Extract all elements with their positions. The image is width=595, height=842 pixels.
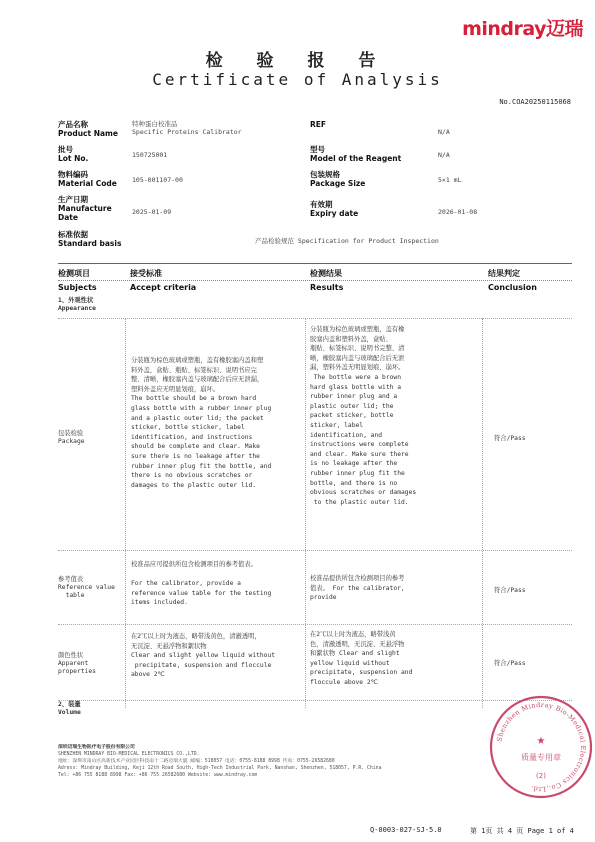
table-row-reference-results: [310, 574, 480, 603]
table-row-package-results: [310, 325, 480, 507]
criteria-line: there is no obvious scratches or: [131, 472, 253, 480]
header-accept-criteria: 接受标准 Accept criteria: [130, 269, 197, 292]
ref-label: REF: [310, 120, 327, 129]
table-row-appearance-criteria: [131, 632, 303, 680]
package-label: 包装规格 Package Size: [310, 170, 366, 188]
table-row-appearance-conclusion: 符合/Pass: [494, 660, 526, 667]
results-line: 和絮状物 Clear and slight: [310, 650, 400, 658]
results-line: and clear. Make sure there: [310, 450, 409, 458]
criteria-line: 分装瓶为棕色玻璃或塑瓶，盖有橡胶塞内盖和塑: [131, 357, 264, 364]
criteria-line: glass bottle with a rubber inner plug: [131, 404, 272, 412]
results-line: 漏，塑料外盖无明显划痕、崩坏。: [310, 364, 405, 372]
results-line: The bottle were a brown: [310, 373, 401, 381]
standard-label: 标准依据 Standard basis: [58, 230, 122, 248]
results-line: precipitate, suspension and: [310, 669, 413, 677]
results-line: 瓶贴、标签标识、说明书完整、清: [310, 345, 405, 353]
criteria-line: 整、清晰，橡胶塞内盖与玻璃配合后应无泄漏，: [131, 376, 264, 384]
header-conclusion: 结果判定 Conclusion: [488, 269, 537, 292]
results-line: 胶塞内盖和塑料外盖，盒贴、: [310, 335, 392, 343]
criteria-line: rubber inner plug fit the bottle, and: [131, 462, 272, 470]
criteria-line: reference value table for the testing: [131, 589, 272, 597]
results-line: rubber inner plug fit the: [310, 469, 405, 477]
results-line: 校准品提供所包含检测项目的参考: [310, 575, 405, 582]
svg-text:Shenzhen Mindray Bio-Medical E: Shenzhen Mindray Bio-Medical Electronics Co.,Ltd.: [495, 700, 588, 794]
criteria-line: above 2℃: [131, 671, 165, 679]
mfg-value: 2025-01-09: [132, 208, 172, 216]
table-row-appearance-subject: 颜色性状 Apparent properties: [58, 652, 96, 675]
results-line: to the plastic outer lid.: [310, 498, 409, 506]
section-appearance: 1、外观性状 Appearance: [58, 297, 96, 312]
results-line: 值表。 For the calibrator,: [310, 584, 405, 592]
table-header-divider: [58, 280, 572, 281]
table-row-appearance-results: [310, 630, 480, 688]
document-code: Q-0003-027-SJ-5.0: [370, 826, 442, 834]
results-line: hard glass bottle with a: [310, 383, 401, 391]
page-number: 第 1页 共 4 页 Page 1 of 4: [470, 827, 574, 835]
criteria-line: 无沉淀、无悬浮物和絮状物: [131, 642, 207, 650]
criteria-line: [131, 570, 303, 580]
model-value: N/A: [438, 151, 450, 159]
criteria-line: and a plastic outer lid; the packet: [131, 414, 264, 422]
product-name-label: 产品名称 Product Name: [58, 120, 118, 138]
grid-line: [305, 318, 306, 708]
table-row-package-criteria: [131, 356, 303, 490]
results-line: sticker, label: [310, 421, 364, 429]
criteria-line: The bottle should be a brown hard: [131, 395, 257, 403]
criteria-line: sure there is no leakage after the: [131, 452, 260, 460]
results-line: 色，清澈透明，无沉淀、无悬浮物: [310, 640, 405, 648]
lot-value: 150725001: [132, 151, 168, 159]
results-line: rubber inner plug and a: [310, 393, 398, 401]
results-line: obvious scratches or damages: [310, 489, 417, 497]
header-results: 检测结果 Results: [310, 269, 344, 292]
results-line: provide: [310, 594, 337, 602]
expiry-value: 2026-01-08: [438, 208, 478, 216]
results-line: instructions were complete: [310, 441, 409, 449]
material-value: 105-001107-00: [132, 176, 183, 184]
table-top-rule: [58, 263, 572, 264]
package-value: 5×1 mL: [438, 176, 462, 184]
svg-text:(2): (2): [536, 772, 546, 780]
section-volume: 2、装量 Volume: [58, 701, 81, 716]
criteria-line: items included.: [131, 599, 188, 607]
results-line: yellow liquid without: [310, 659, 390, 667]
grid-line: [482, 318, 483, 708]
svg-text:★: ★: [536, 732, 546, 748]
grid-line: [125, 318, 126, 708]
brand-logo: mindray迈瑞: [462, 18, 583, 40]
results-line: identification, and: [310, 431, 383, 439]
results-line: 晰，橡胶塞内盖与玻璃配合后无泄: [310, 354, 405, 362]
table-row-package-subject: 包装检验 Package: [58, 430, 85, 445]
grid-line: [58, 318, 572, 319]
table-row-reference-subject: 参考值表 Reference value table: [58, 576, 115, 599]
criteria-line: identification, and instructions: [131, 433, 253, 441]
criteria-line: 料外盖，盒贴、瓶贴、标签标识、说明书应完: [131, 366, 257, 374]
product-name-value: 特种蛋白校准品 Specific Proteins Calibrator: [132, 120, 242, 136]
lot-label: 批号 Lot No.: [58, 145, 89, 163]
results-line: packet sticker, bottle: [310, 412, 394, 420]
grid-line: [58, 624, 572, 625]
criteria-line: For the calibrator, provide a: [131, 580, 241, 588]
quality-seal-stamp: [488, 694, 594, 800]
table-row-package-conclusion: 符合/Pass: [494, 435, 526, 442]
criteria-line: precipitate, suspension and floccule: [131, 661, 272, 669]
model-label: 型号 Model of the Reagent: [310, 145, 402, 163]
table-row-reference-criteria: [131, 560, 303, 608]
results-line: plastic outer lid; the: [310, 402, 394, 410]
expiry-label: 有效期 Expiry date: [310, 200, 359, 218]
results-line: bottle, and there is no: [310, 479, 398, 487]
criteria-line: should be complete and clear. Make: [131, 443, 260, 451]
ref-value: N/A: [438, 128, 450, 136]
svg-text:质量专用章: 质量专用章: [521, 753, 561, 762]
material-label: 物料编码 Material Code: [58, 170, 117, 188]
mfg-label: 生产日期 Manufacture Date: [58, 195, 112, 222]
criteria-line: 在2℃以上时为液态，略带浅黄色，清澈透明，: [131, 633, 261, 640]
title-cn: 检 验 报 告: [205, 51, 390, 71]
title-en: Certificate of Analysis: [152, 70, 443, 89]
footer-company-info: 深圳迈瑞生物医疗电子股份有限公司 SHENZHEN MINDRAY BIO-MEDICAL ELECTRONICS CO.,LTD. 地址：深圳市南山区高新技术产业园区科技南十二路迈瑞大厦 邮编：518057 电话：0755-8188 8998 传真：0755-26582680 Adress: Mindray Building, Keji 12th Road South, High-Tech Industrial Park, Nanshan, Shenzhen, 518057, P.R. China Tel: +86 755 8188 8998 Fax: +86 755 26582680 Website: www.mindray.com: [58, 745, 382, 778]
criteria-line: 校准品应可提供所包含检测项目的参考值表。: [131, 561, 257, 568]
results-line: 分装瓶为棕色玻璃或塑瓶，盖有橡: [310, 326, 405, 333]
certificate-number: No.COA20250115068: [499, 98, 571, 106]
criteria-line: Clear and slight yellow liquid without: [131, 652, 276, 660]
criteria-line: sticker, bottle sticker, label: [131, 424, 245, 432]
results-line: is no leakage after the: [310, 460, 398, 468]
header-subjects: 检测项目 Subjects: [58, 269, 97, 292]
table-row-reference-conclusion: 符合/Pass: [494, 587, 526, 594]
standard-value: 产品检验规范 Specification for Product Inspection: [255, 237, 439, 245]
results-line: 在2℃以上时为液态，略带浅黄: [310, 631, 396, 638]
criteria-line: 塑料外盖应无明显划痕，崩坏。: [131, 385, 220, 393]
results-line: floccule above 2℃: [310, 678, 378, 686]
grid-line: [58, 550, 572, 551]
criteria-line: damages to the plastic outer lid.: [131, 481, 257, 489]
